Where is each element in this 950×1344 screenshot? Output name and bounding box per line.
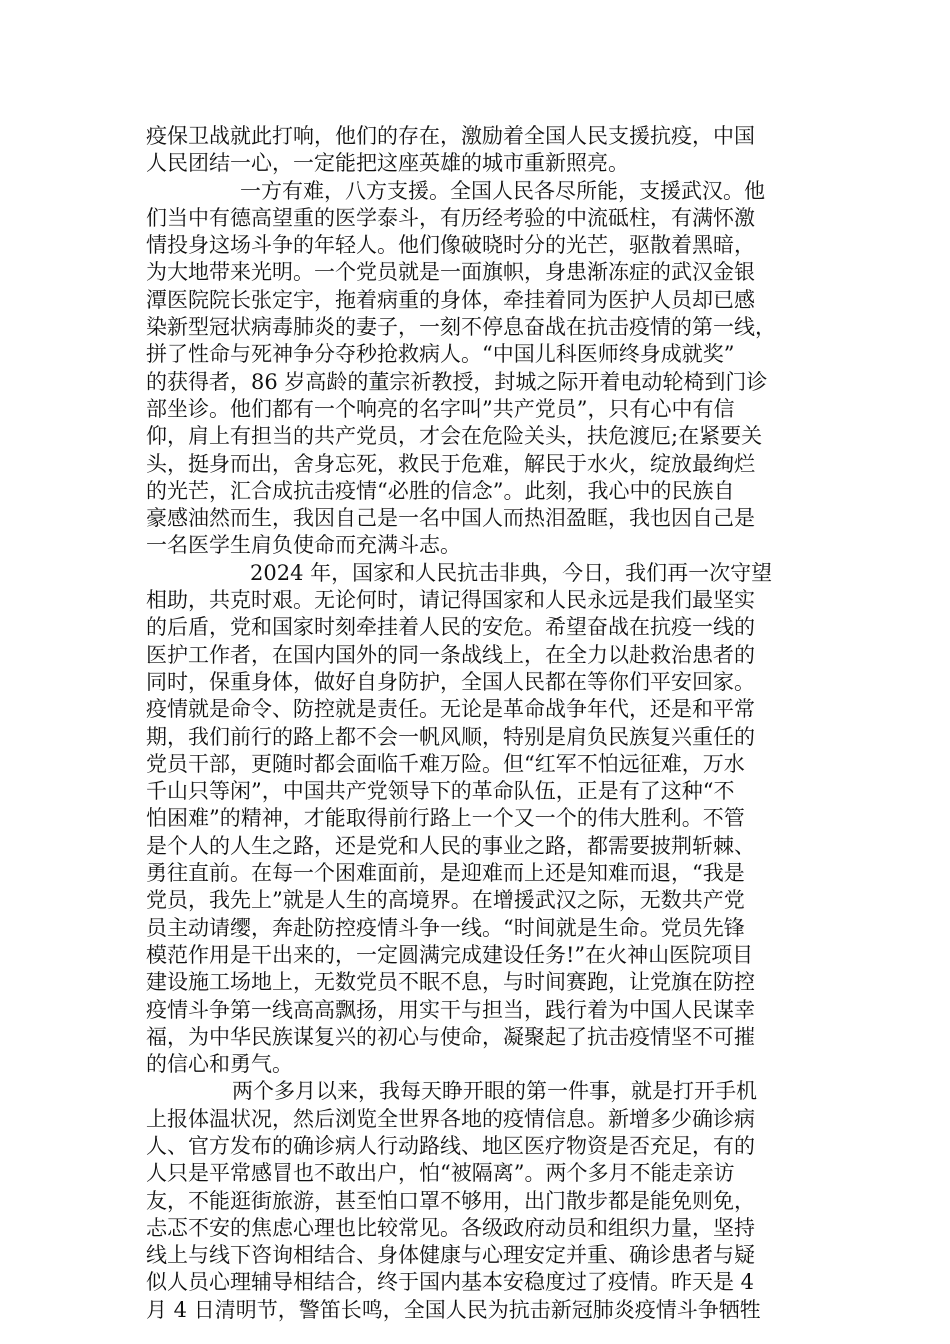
text-line: 千山只等闲”，中国共产党领导下的革命队伍，正是有了这种“不 [146,779,735,804]
text-line: 染新型冠状病毒肺炎的妻子，一刻不停息奋战在抗击疫情的第一线， [146,315,776,340]
text-line: 似人员心理辅导相结合，终于国内基本安稳度过了疫情。昨天是 4 [146,1270,755,1295]
paragraph-start-line: 两个多月以来，我每天睁开眼的第一件事，就是打开手机 [232,1079,757,1104]
paragraph-start-line: 一方有难，八方支援。全国人民各尽所能，支援武汉。他 [240,178,765,203]
text-line: 期，我们前行的路上都不会一帆风顺，特别是肩负民族复兴重任的 [146,724,755,749]
text-line: 为大地带来光明。一个党员就是一面旗帜，身患渐冻症的武汉金银 [146,260,755,285]
text-line: 党员干部，更随时都会面临千难万险。但“红军不怕远征难，万水 [146,751,745,776]
text-line: 的后盾，党和国家时刻牵挂着人民的安危。希望奋战在抗疫一线的 [146,615,755,640]
text-line: 相助，共克时艰。无论何时，请记得国家和人民永远是我们最坚实 [146,588,755,613]
text-line: 模范作用是干出来的，一定圆满完成建设任务!”在火神山医院项目 [146,942,754,967]
text-line: 们当中有德高望重的医学泰斗，有历经考验的中流砥柱，有满怀激 [146,205,755,230]
text-line: 月 4 日清明节，警笛长鸣，全国人民为抗击新冠肺炎疫情斗争牺牲 [146,1297,761,1322]
document-page [146,123,822,1324]
text-line: 疫情就是命令、防控就是责任。无论是革命战争年代，还是和平常 [146,697,755,722]
text-line: 医护工作者，在国内国外的同一条战线上，在全力以赴救治患者的 [146,642,755,667]
text-line: 的获得者，86 岁高龄的董宗祈教授，封城之际开着电动轮椅到门诊 [146,369,768,394]
text-line: 怕困难”的精神，才能取得前行路上一个又一个的伟大胜利。不管 [146,806,745,831]
text-line: 豪感油然而生，我因自己是一名中国人而热泪盈眶，我也因自己是 [146,506,755,531]
text-line: 福，为中华民族谋复兴的初心与使命，凝聚起了抗击疫情坚不可摧 [146,1024,755,1049]
text-line: 疫保卫战就此打响，他们的存在，激励着全国人民支援抗疫，中国 [146,124,755,148]
text-line: 勇往直前。在每一个困难面前，是迎难而上还是知难而退，“我是 [146,861,745,886]
text-line: 人民团结一心，一定能把这座英雄的城市重新照亮。 [146,151,629,176]
text-line: 一名医学生肩负使命而充满斗志。 [146,533,461,558]
text-line: 的光芒，汇合成抗击疫情“必胜的信念”。此刻，我心中的民族自 [146,478,735,503]
text-line: 仰，肩上有担当的共产党员，才会在危险关头，扶危渡厄;在紧要关 [146,424,763,449]
text-line: 友，不能逛街旅游，甚至怕口罩不够用，出门散步都是能免则免， [146,1188,755,1213]
text-line: 线上与线下咨询相结合、身体健康与心理安定并重、确诊患者与疑 [146,1243,755,1268]
text-line: 部坐诊。他们都有一个响亮的名字叫”共产党员”，只有心中有信 [146,396,735,421]
text-line: 党员，我先上”就是人生的高境界。在增援武汉之际，无数共产党 [146,888,745,913]
paragraph-start-line: 2024 年，国家和人民抗击非典，今日，我们再一次守望 [250,560,773,585]
text-line: 同时，保重身体，做好自身防护，全国人民都在等你们平安回家。 [146,669,755,694]
text-line: 拼了性命与死神争分夺秒抢救病人。“中国儿科医师终身成就奖” [146,342,735,367]
text-line: 忐忑不安的焦虑心理也比较常见。各级政府动员和组织力量，坚持 [146,1215,755,1240]
text-line: 员主动请缨，奔赴防控疫情斗争一线。“时间就是生命。党员先锋 [146,915,745,940]
text-line: 潭医院院长张定宇，拖着病重的身体，牵挂着同为医护人员却已感 [146,287,755,312]
text-line: 疫情斗争第一线高高飘扬，用实干与担当，践行着为中国人民谋幸 [146,997,755,1022]
text-line: 头，挺身而出，舍身忘死，救民于危难，解民于水火，绽放最绚烂 [146,451,755,476]
text-line: 的信心和勇气。 [146,1052,293,1077]
text-line: 是个人的人生之路，还是党和人民的事业之路，都需要披荆斩棘、 [146,833,755,858]
text-line: 情投身这场斗争的年轻人。他们像破晓时分的光芒，驱散着黑暗， [146,233,755,258]
text-line: 建设施工场地上，无数党员不眠不息，与时间赛跑，让党旗在防控 [146,970,755,995]
text-line: 人只是平常感冒也不敢出户，怕“被隔离”。两个多月不能走亲访 [146,1161,735,1186]
text-line: 上报体温状况，然后浏览全世界各地的疫情信息。新增多少确诊病 [146,1106,755,1131]
text-line: 人、官方发布的确诊病人行动路线、地区医疗物资是否充足，有的 [146,1133,755,1158]
